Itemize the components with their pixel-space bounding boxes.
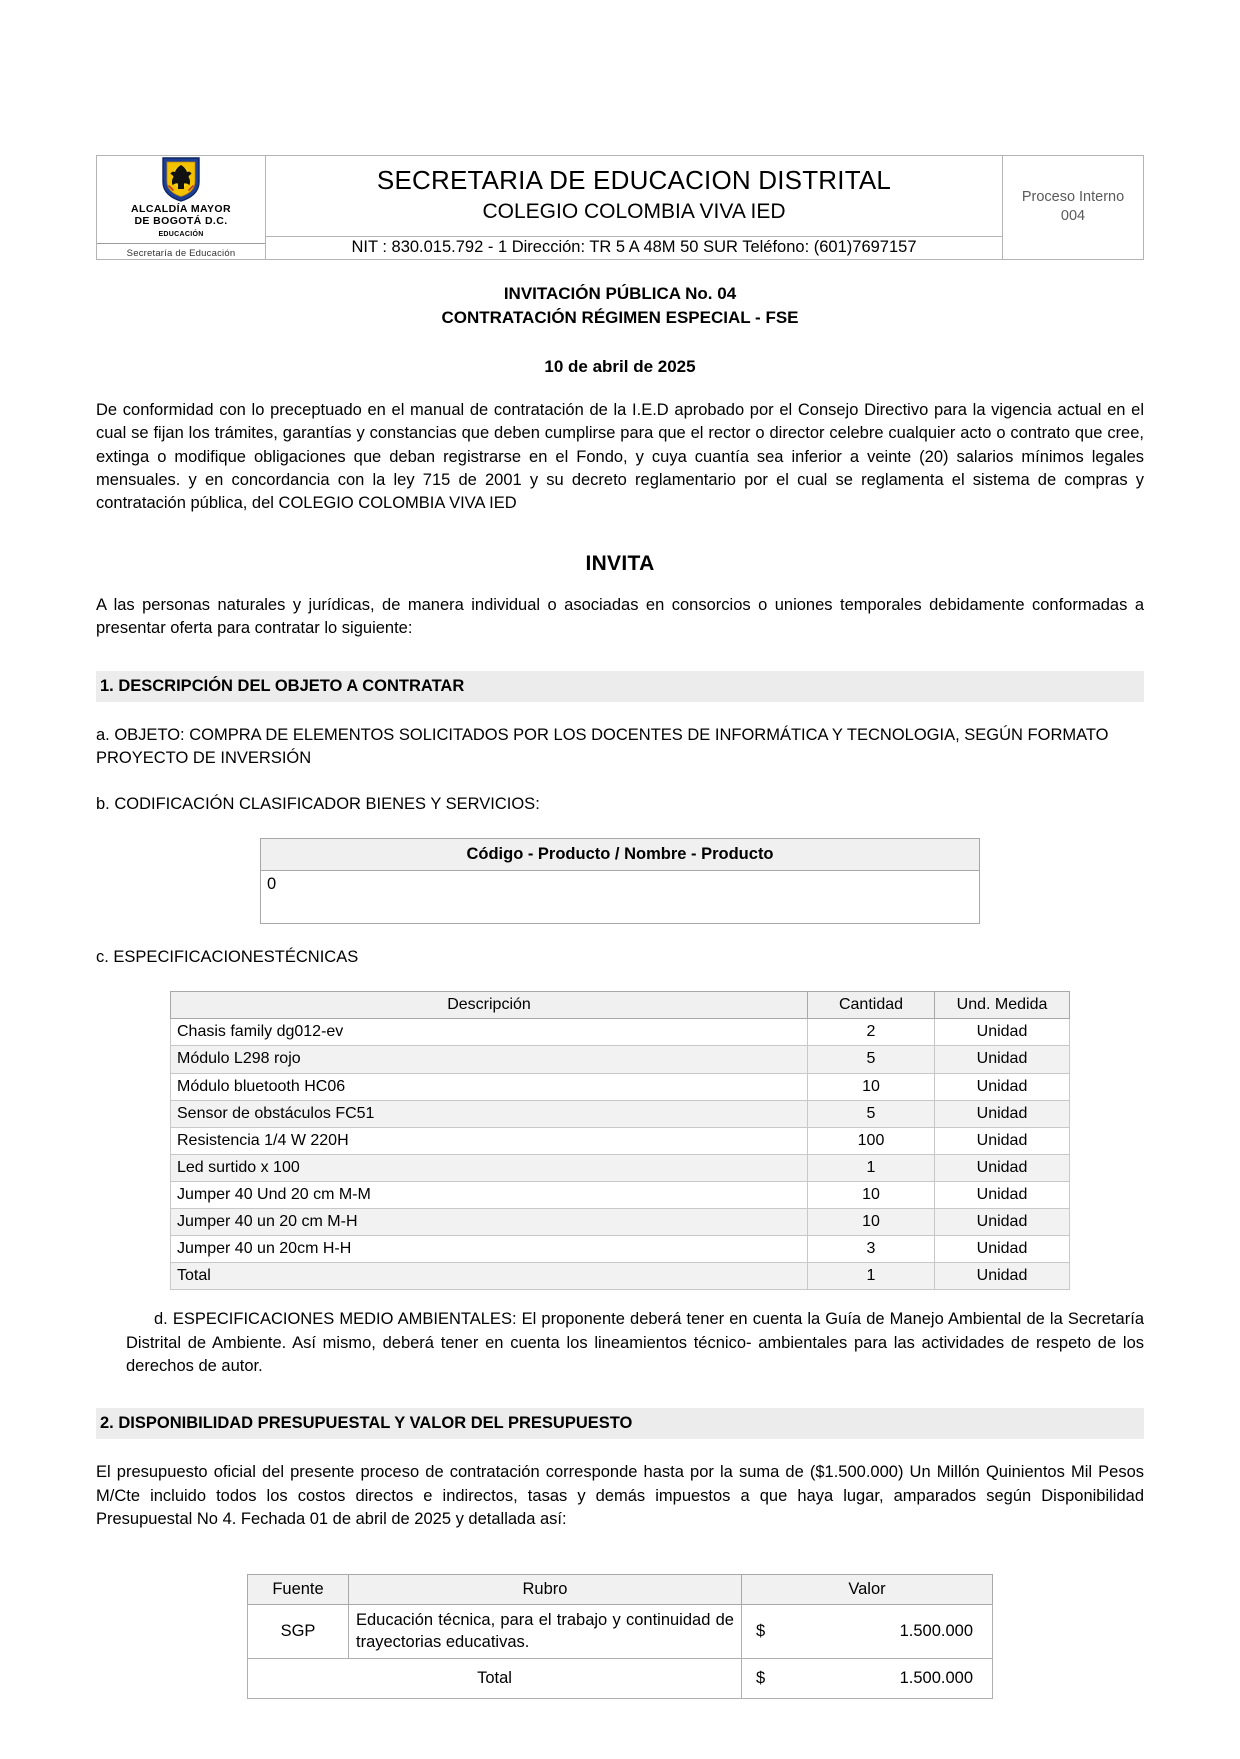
spec-col-descripcion: Descripción	[171, 992, 808, 1019]
section-1-item-a: a. OBJETO: COMPRA DE ELEMENTOS SOLICITADOS POR LOS DOCENTES DE INFORMÁTICA Y TECNOLOGIA, SEGÚN FORMATO PROYECTO DE INVERSIÓN	[96, 725, 1109, 768]
budget-rubro: Educación técnica, para el trabajo y continuidad de trayectorias educativas.	[349, 1604, 742, 1659]
invita-paragraph: A las personas naturales y jurídicas, de manera individual o asociadas en consorcios o uniones temporales debidamente conformadas a presentar oferta para contratar lo siguiente:	[96, 595, 1144, 638]
table-row	[248, 1604, 993, 1659]
spec-total-label: Total	[171, 1263, 808, 1290]
section-1-item-b: b. CODIFICACIÓN CLASIFICADOR BIENES Y SERVICIOS:	[96, 794, 540, 813]
document-title-line-1: INVITACIÓN PÚBLICA No. 04	[503, 283, 737, 303]
budget-total-value: 1.500.000	[899, 1669, 973, 1688]
spec-cantidad: 1	[808, 1154, 935, 1181]
budget-valor-cell	[742, 1604, 993, 1659]
header-process-cell	[1003, 156, 1144, 260]
spec-descripcion: Jumper 40 Und 20 cm M-M	[171, 1181, 808, 1208]
process-label: Proceso Interno	[1021, 188, 1125, 205]
spec-cantidad: 3	[808, 1236, 935, 1263]
bogota-crest-icon	[161, 156, 201, 202]
document-header-table	[96, 155, 1144, 260]
especificaciones-tecnicas-table	[170, 991, 1070, 1290]
header-title-line-2: COLEGIO COLOMBIA VIVA IED	[482, 200, 786, 224]
section-1-heading: 1. DESCRIPCIÓN DEL OBJETO A CONTRATAR	[96, 671, 1144, 702]
spec-cantidad: 10	[808, 1073, 935, 1100]
budget-col-rubro: Rubro	[349, 1574, 742, 1604]
budget-currency: $	[756, 1622, 766, 1641]
spec-descripcion: Módulo L298 rojo	[171, 1046, 808, 1073]
spec-unidad: Unidad	[935, 1127, 1070, 1154]
budget-col-valor: Valor	[742, 1574, 993, 1604]
table-row	[171, 1019, 1070, 1046]
table-row-total	[248, 1659, 993, 1699]
section-1-item-d: d. ESPECIFICACIONES MEDIO AMBIENTALES: El proponente deberá tener en cuenta la Guía de Manejo Ambiental de la Secretaría Distrital de Ambiente. Así mismo, deberá tener en cuenta los lineamientos técnico- ambientales para las actividades de respeto de los derechos de autor.	[126, 1310, 1144, 1376]
codigo-table-header: Código - Producto / Nombre - Producto	[261, 838, 980, 870]
header-title-cell	[266, 156, 1003, 237]
spec-unidad: Unidad	[935, 1181, 1070, 1208]
spec-unidad: Unidad	[935, 1046, 1070, 1073]
table-row	[171, 1208, 1070, 1235]
logo-line-1: ALCALDÍA MAYOR	[131, 203, 231, 215]
spec-descripcion: Jumper 40 un 20 cm M-H	[171, 1208, 808, 1235]
spec-descripcion: Jumper 40 un 20cm H-H	[171, 1236, 808, 1263]
spec-unidad: Unidad	[935, 1073, 1070, 1100]
table-row	[171, 1073, 1070, 1100]
budget-col-fuente: Fuente	[248, 1574, 349, 1604]
section-2-paragraph: El presupuesto oficial del presente proceso de contratación corresponde hasta por la suma de ($1.500.000) Un Millón Quinientos Mil Pesos M/Cte incluido todos los costos directos e indirectos, tasas y demás impuestos a que haya lugar, amparados según Disponibilidad Presupuestal No 4. Fechada 01 de abril de 2025 y detallada así:	[96, 1463, 1144, 1529]
spec-total-unidad: Unidad	[935, 1263, 1070, 1290]
spec-col-unidad: Und. Medida	[935, 992, 1070, 1019]
logo-line-3: EDUCACIÓN	[158, 230, 204, 238]
table-row	[171, 1046, 1070, 1073]
budget-fuente: SGP	[248, 1604, 349, 1659]
spec-cantidad: 5	[808, 1100, 935, 1127]
table-row	[171, 1236, 1070, 1263]
logo-line-2: DE BOGOTÁ D.C.	[134, 214, 228, 227]
spec-cantidad: 10	[808, 1208, 935, 1235]
header-title-line-1: SECRETARIA DE EDUCACION DISTRITAL	[376, 165, 892, 196]
document-date: 10 de abril de 2025	[544, 356, 696, 376]
spec-descripcion: Chasis family dg012-ev	[171, 1019, 808, 1046]
spec-cantidad: 2	[808, 1019, 935, 1046]
intro-paragraph: De conformidad con lo preceptuado en el manual de contratación de la I.E.D aprobado por el Consejo Directivo para la vigencia actual en el cual se fijan los trámites, garantías y constancias que deben cumplirse para que el rector o director celebre cualquier acto o contrato que cree, extinga o modifique obligaciones que deban registrarse en el Fondo, y cuya cuantía sea inferior a veinte (20) salarios mínimos legales mensuales. y en concordancia con la ley 715 de 2001 y su decreto reglamentario por el cual se reglamenta el sistema de compras y contratación pública, del COLEGIO COLOMBIA VIVA IED	[96, 400, 1144, 513]
spec-descripcion: Led surtido x 100	[171, 1154, 808, 1181]
document-title-line-2: CONTRATACIÓN RÉGIMEN ESPECIAL - FSE	[441, 307, 799, 327]
table-row-total	[171, 1263, 1070, 1290]
budget-total-currency: $	[756, 1669, 766, 1688]
spec-descripcion: Módulo bluetooth HC06	[171, 1073, 808, 1100]
logo-line-4: Secretaría de Educación	[126, 247, 236, 259]
budget-total-label: Total	[248, 1659, 742, 1699]
table-row	[171, 1127, 1070, 1154]
spec-col-cantidad: Cantidad	[808, 992, 935, 1019]
spec-unidad: Unidad	[935, 1100, 1070, 1127]
table-header-row	[248, 1574, 993, 1604]
table-row	[171, 1181, 1070, 1208]
spec-descripcion: Resistencia 1/4 W 220H	[171, 1127, 808, 1154]
section-1-item-c: c. ESPECIFICACIONESTÉCNICAS	[96, 947, 359, 966]
budget-valor: 1.500.000	[899, 1622, 973, 1641]
spec-cantidad: 5	[808, 1046, 935, 1073]
spec-unidad: Unidad	[935, 1236, 1070, 1263]
process-number: 004	[1060, 208, 1086, 225]
invita-heading: INVITA	[585, 551, 655, 575]
spec-unidad: Unidad	[935, 1019, 1070, 1046]
spec-cantidad: 100	[808, 1127, 935, 1154]
spec-unidad: Unidad	[935, 1154, 1070, 1181]
spec-cantidad: 10	[808, 1181, 935, 1208]
table-row	[261, 870, 980, 923]
codigo-producto-table	[260, 838, 980, 924]
table-header-row	[171, 992, 1070, 1019]
header-nit-line: NIT : 830.015.792 - 1 Dirección: TR 5 A 48M 50 SUR Teléfono: (601)7697157	[266, 236, 1003, 259]
table-row	[171, 1154, 1070, 1181]
spec-unidad: Unidad	[935, 1208, 1070, 1235]
spec-descripcion: Sensor de obstáculos FC51	[171, 1100, 808, 1127]
budget-total-valor-cell	[742, 1659, 993, 1699]
codigo-table-value: 0	[261, 870, 980, 923]
logo-divider	[97, 243, 265, 244]
table-row	[171, 1100, 1070, 1127]
spec-total-cantidad: 1	[808, 1263, 935, 1290]
presupuesto-table	[247, 1574, 993, 1699]
header-logo-cell	[97, 156, 266, 260]
section-2-heading: 2. DISPONIBILIDAD PRESUPUESTAL Y VALOR DEL PRESUPUESTO	[96, 1408, 1144, 1439]
document-title	[96, 282, 1144, 330]
